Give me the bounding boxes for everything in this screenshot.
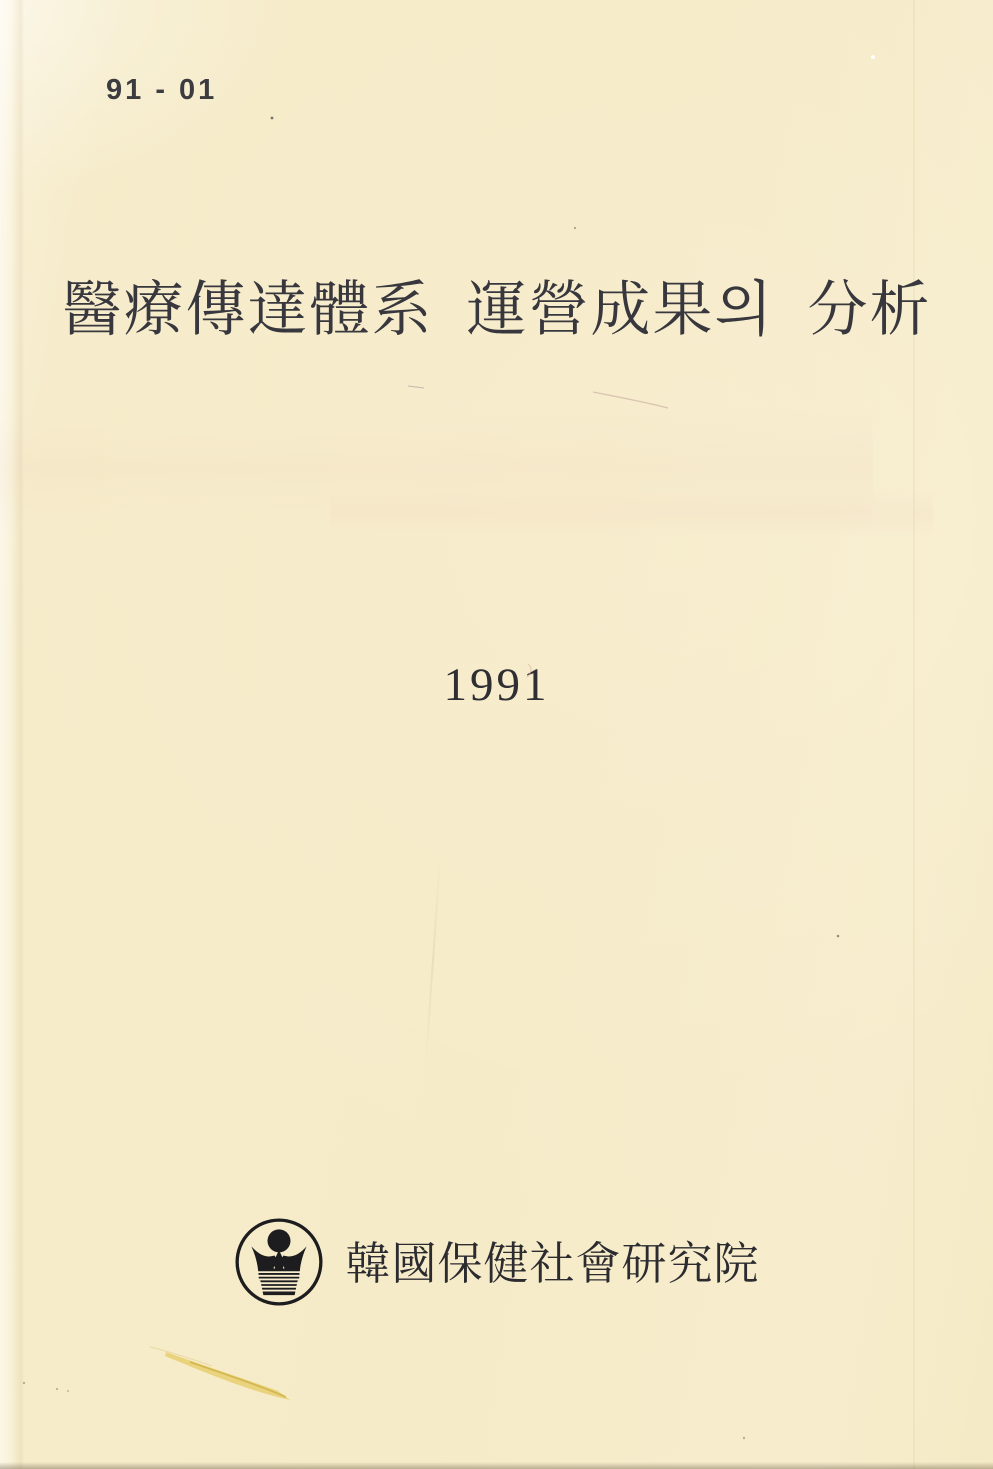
paper-speck <box>837 935 840 938</box>
cover-title: 醫療傳達體系 運營成果의 分析 <box>61 277 932 343</box>
publication-year: 1991 <box>443 659 550 711</box>
yellow-streak-artifact <box>165 1352 290 1400</box>
paper-speck <box>271 117 274 120</box>
paper-speck <box>574 227 576 229</box>
paper-speck <box>56 1388 58 1390</box>
paper-speck <box>743 1437 745 1439</box>
paper-speck <box>67 1390 69 1392</box>
paper-speck <box>23 1382 25 1384</box>
report-number: 91 - 01 <box>106 74 218 106</box>
publisher-name: 韓國保健社會研究院 <box>345 1238 760 1289</box>
paper-speck <box>871 55 875 59</box>
scan-bottom-shadow <box>0 1462 993 1469</box>
